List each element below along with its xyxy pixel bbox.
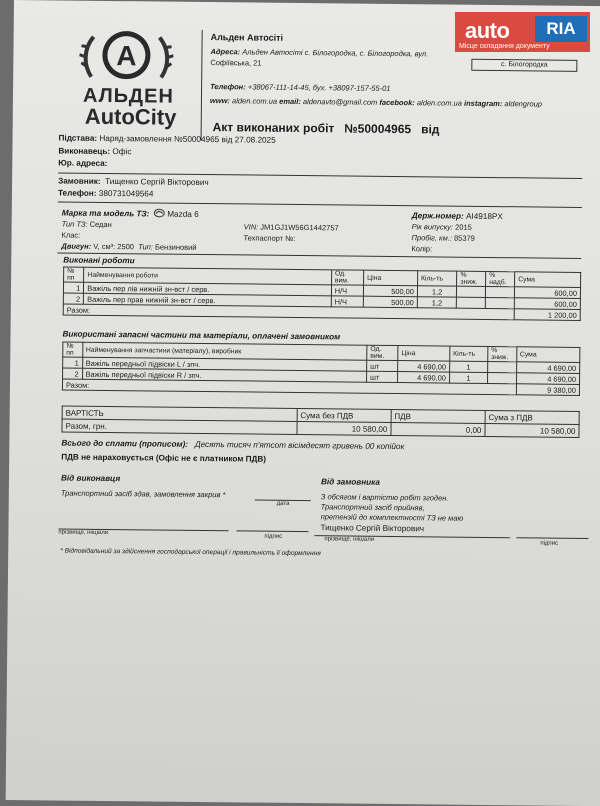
customer-phone-line: Телефон: 380731049564	[57, 188, 154, 199]
col-header: № пп	[63, 342, 83, 357]
sign-label-right: підпис	[540, 540, 559, 547]
cost-table	[61, 406, 579, 438]
cell	[457, 286, 486, 297]
company-contacts: www: alden.com.ua email: aldenavto@gmail.com facebook: alden.com.ua instagram: aldengroup	[209, 96, 543, 109]
watermark-tagline: Місце складання документу	[459, 43, 550, 50]
customer-text-1: З обсягом і вартістю робіт згоден.	[320, 492, 449, 503]
customer-signature-name: Тищенко Сергій Вікторович	[320, 523, 425, 534]
col-header: % надб.	[486, 271, 515, 286]
cell: 1	[63, 357, 83, 368]
col-header: № пп	[64, 267, 84, 282]
total-label: Разом:	[63, 304, 514, 320]
works-title: Виконані роботи	[63, 255, 135, 266]
customer-line: Замовник: Тищенко Сергій Вікторович	[58, 176, 209, 188]
col-header: Найменування роботи	[84, 267, 332, 285]
sign-label-left: підпис	[264, 533, 283, 540]
vehicle-mileage: Пробіг, км.: 85379	[411, 233, 475, 243]
total-in-words: Всього до сплати (прописом): Десять тисяч п'ятсот вісімдесят гривень 00 копійок	[61, 438, 405, 452]
parts-table	[62, 342, 580, 396]
cell: 2	[63, 368, 83, 379]
cell: Н/Ч	[331, 296, 363, 307]
col-header: Кіль-ть	[450, 346, 488, 361]
vat-note: ПДВ не нараховується (Офіс не є платником ПДВ)	[61, 452, 267, 464]
col-header: Сума з ПДВ	[485, 410, 579, 424]
legal-address-line: Юр. адреса:	[58, 158, 108, 168]
total-label: Разом:	[62, 379, 516, 395]
col-header: Ціна	[398, 346, 450, 362]
document-page	[6, 0, 600, 806]
company-address: Адреса: Альден Автосіті с. Білогородка, с. Білогородка, вул.	[210, 47, 429, 59]
cell: шт	[366, 371, 397, 382]
name-label-left: прізвище, ініціали	[58, 529, 109, 537]
cost-no-vat: 10 580,00	[297, 421, 391, 435]
divider	[57, 252, 581, 258]
cell: Н/Ч	[331, 285, 363, 296]
cell: 1	[449, 372, 487, 383]
col-header: % зниж.	[457, 271, 486, 286]
vehicle-class: Клас:	[61, 230, 81, 240]
cell: 1	[449, 361, 487, 372]
vehicle-color: Колір:	[411, 244, 433, 254]
cell: 4 690,00	[516, 362, 579, 374]
cell: 4 690,00	[398, 372, 450, 384]
vehicle-engine: Двигун: V, см³: 2500 Тип: Бензиновий	[61, 241, 197, 252]
company-name: Альден Автосіті	[210, 32, 284, 43]
cost-with-vat: 10 580,00	[485, 423, 579, 437]
logo-bottom-text: AutoCity	[84, 103, 177, 130]
col-header: Од. вим.	[331, 270, 363, 285]
company-phones: Телефон: +38067-111-14-45, бух. +38097-157-55-01	[210, 82, 391, 93]
vehicle-year: Рік випуску: 2015	[411, 222, 472, 232]
date-label: дата	[276, 500, 290, 507]
cell: Важіль передньої підвіски R / зпч.	[82, 368, 367, 382]
col-header: Сума	[515, 272, 581, 288]
vehicle-type: Тип ТЗ: Седан	[61, 219, 112, 230]
vehicle-vin: VIN: JM1GJ1W56G1442757	[243, 222, 339, 233]
cell: 1	[63, 282, 83, 293]
cell	[487, 372, 516, 383]
customer-title: Від замовника	[320, 477, 381, 487]
header-divider	[201, 30, 203, 140]
executor-title: Від виконавця	[60, 473, 121, 484]
executor-line: Виконавець: Офіс	[58, 146, 132, 157]
alden-logo-emblem	[79, 27, 174, 88]
cell	[486, 286, 515, 297]
footnote: * Відповідальний за здійснення господарської операції і правильність її оформлення	[60, 547, 321, 558]
cell: 1,2	[417, 286, 457, 297]
vehicle-passport: Техпаспорт №:	[243, 233, 296, 243]
col-header: Сума без ПДВ	[297, 408, 391, 422]
customer-text-2: Транспортний засіб прийняв,	[320, 502, 425, 513]
col-header: % зниж.	[488, 346, 517, 361]
sign-line-left	[236, 530, 308, 532]
total-value: 1 200,00	[514, 309, 580, 321]
col-header: Найменування запчастини (матеріалу), виробник	[82, 342, 367, 360]
place-box: с. Білогородка	[471, 59, 577, 72]
cell	[485, 297, 514, 308]
cell: 4 690,00	[516, 373, 579, 385]
col-header: Од. вим.	[367, 345, 398, 360]
company-address-street: Софіївська, 21	[210, 58, 262, 68]
cell: 4 690,00	[398, 361, 450, 373]
cell: Важіль пер лів нижній зн-вст / серв.	[84, 282, 332, 296]
divider	[58, 201, 582, 207]
watermark-brand: auto	[465, 18, 510, 43]
executor-text: Транспортний засіб здав, замовлення закрив *	[60, 488, 226, 500]
vehicle-plate: Держ.номер: AI4918PX	[411, 211, 503, 222]
cell: 500,00	[363, 296, 417, 308]
cell	[487, 361, 516, 372]
cell: 2	[63, 293, 83, 304]
cell: 1,2	[417, 297, 457, 308]
total-value: 9 380,00	[516, 384, 579, 396]
col-header: Сума	[516, 347, 580, 363]
cost-vat: 0,00	[391, 422, 485, 436]
cell: Важіль пер прав нижній зн-вст / серв.	[84, 293, 332, 307]
works-table	[63, 267, 581, 321]
customer-text-3: претензій до комплектності ТЗ не маю	[320, 512, 464, 523]
name-label-right: прізвище, ініціали	[324, 536, 375, 543]
cell: 600,00	[515, 287, 581, 299]
col-header: ПДВ	[391, 409, 485, 423]
col-header: Ціна	[364, 270, 418, 286]
logo-top-text: АЛЬДЕН	[82, 84, 174, 108]
svg-text:A: A	[116, 40, 137, 72]
cell: 500,00	[364, 285, 418, 297]
parts-title: Використані запасні частини та матеріали, оплачені замовником	[62, 329, 341, 342]
basis-line: Підстава: Наряд-замовлення №50004965 від 27.08.2025	[58, 133, 276, 145]
cost-label: ВАРТІСТЬ	[62, 406, 297, 421]
cost-row-label: Разом, грн.	[62, 419, 297, 434]
cell: Важіль передньої підвіски L / зпч.	[82, 357, 367, 371]
cell: шт	[367, 360, 398, 371]
watermark-ria: RIA	[535, 16, 587, 42]
col-header: Кіль-ть	[417, 271, 457, 286]
autoria-watermark	[455, 12, 590, 52]
cell	[457, 297, 486, 308]
sign-line-right	[516, 537, 588, 539]
vehicle-model: Марка та модель ТЗ: Mazda 6	[61, 208, 199, 219]
act-title: Акт виконаних робіт №50004965 від	[212, 120, 440, 137]
mazda-icon	[154, 208, 165, 217]
cell: 600,00	[514, 298, 580, 310]
